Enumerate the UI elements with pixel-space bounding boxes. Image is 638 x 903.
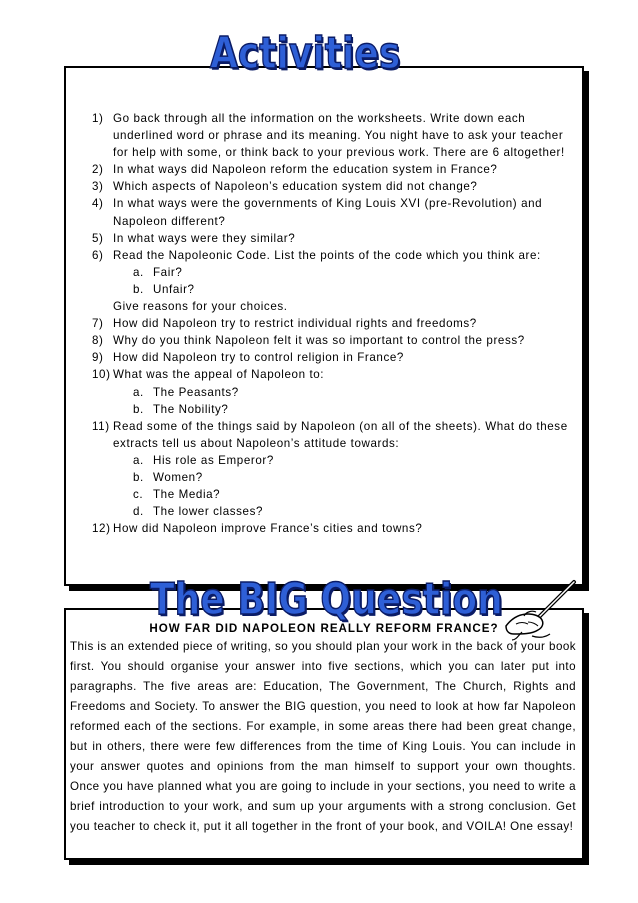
sub-text: The Peasants?	[153, 385, 239, 399]
sub-text: The Nobility?	[153, 402, 229, 416]
activity-item	[92, 247, 572, 315]
sub-text: Unfair?	[153, 282, 195, 296]
activity-number: 1)	[92, 112, 104, 125]
sub-text: Women?	[153, 470, 203, 484]
activity-text: Go back through all the information on the worksheets. Write down each underlined word or phrase and its meaning. You night have to ask your teacher for help with some, or think back to your previous work. There are 6 altogether!	[113, 112, 565, 160]
big-question-heading: The BIG Question	[150, 574, 503, 625]
activity-number: 12)	[92, 522, 111, 536]
sub-list	[113, 264, 572, 298]
sub-item	[133, 401, 572, 418]
sub-letter: b.	[133, 470, 144, 484]
sub-text: The lower classes?	[153, 505, 264, 519]
activity-text: How did Napoleon try to control religion in France?	[113, 351, 404, 365]
sub-item	[133, 503, 572, 520]
sub-letter: b.	[133, 402, 144, 416]
activity-item	[92, 520, 572, 537]
activity-text: How did Napoleon improve France’s cities and towns?	[113, 522, 423, 536]
activity-item	[92, 110, 572, 161]
sub-item	[133, 264, 572, 281]
activity-text: Read the Napoleonic Code. List the points of the code which you think are:	[113, 248, 541, 262]
activity-number: 7)	[92, 317, 104, 331]
activity-text: Which aspects of Napoleon’s education system did not change?	[113, 180, 478, 194]
activity-number: 8)	[92, 334, 104, 348]
sub-text: Fair?	[153, 265, 183, 279]
sub-letter: c.	[133, 488, 144, 502]
sub-text: The Media?	[153, 488, 221, 502]
activity-note: Give reasons for your choices.	[113, 300, 288, 314]
big-question-title: HOW FAR DID NAPOLEON REALLY REFORM FRANCE?	[149, 622, 499, 635]
activity-number: 6)	[92, 248, 104, 262]
activity-item	[92, 366, 572, 417]
activity-number: 10)	[92, 368, 111, 382]
sub-letter: a.	[133, 265, 144, 279]
sub-list	[113, 452, 572, 520]
activity-number: 11)	[92, 419, 110, 433]
activity-number: 5)	[92, 231, 104, 245]
sub-letter: a.	[133, 453, 144, 467]
activity-item	[92, 230, 572, 247]
activity-item	[92, 161, 572, 178]
sub-text: His role as Emperor?	[153, 453, 274, 467]
activities-heading: Activities	[210, 28, 401, 79]
sub-item	[133, 469, 572, 486]
activity-item	[92, 195, 572, 229]
activity-item	[92, 315, 572, 332]
activity-number: 2)	[92, 163, 104, 177]
activity-item	[92, 178, 572, 195]
activity-text: What was the appeal of Napoleon to:	[113, 368, 325, 382]
sub-item	[133, 452, 572, 469]
sub-item	[133, 281, 572, 298]
sub-letter: a.	[133, 385, 144, 399]
activity-item	[92, 349, 572, 366]
activity-text: How did Napoleon try to restrict individual rights and freedoms?	[113, 317, 477, 331]
big-question-body: This is an extended piece of writing, so you should plan your work in the back of your book first. You should organise your answer into five sections, which you can later put into paragraphs. The five areas are: Education, The Government, The Church, Rights and Freedoms and Society. To answer the BIG question, you need to look at how far Napoleon reformed each of the sections. For example, in some areas there had been great change, but in others, there were few differences from the time of King Louis. You can include in your answer quotes and opinions from the man himself to support your own thoughts. Once you have planned what you are going to include in your sections, you need to write a brief introduction to your work, and sum up your arguments with a strong conclusion. Get you teacher to check it, put it all together in the front of your book, and VOILA! One essay!	[70, 640, 576, 833]
sub-list	[113, 384, 572, 418]
activity-number: 4)	[92, 197, 104, 211]
activity-number: 3)	[92, 180, 104, 194]
activity-item	[92, 332, 572, 349]
sub-letter: b.	[133, 282, 144, 296]
activity-text: In what ways did Napoleon reform the education system in France?	[113, 163, 498, 177]
sub-letter: d.	[133, 505, 144, 519]
activity-number: 9)	[92, 351, 104, 365]
activity-item	[92, 418, 572, 521]
activity-text: In what ways were they similar?	[113, 231, 296, 245]
activity-text: Why do you think Napoleon felt it was so important to control the press?	[113, 334, 525, 348]
activity-text: In what ways were the governments of King Louis XVI (pre-Revolution) and Napoleon different?	[113, 197, 543, 228]
activity-text: Read some of the things said by Napoleon (on all of the sheets). What do these extracts tell us about Napoleon’s attitude towards:	[113, 419, 568, 450]
sub-item	[133, 384, 572, 401]
activities-list	[92, 110, 572, 537]
sub-item	[133, 486, 572, 503]
